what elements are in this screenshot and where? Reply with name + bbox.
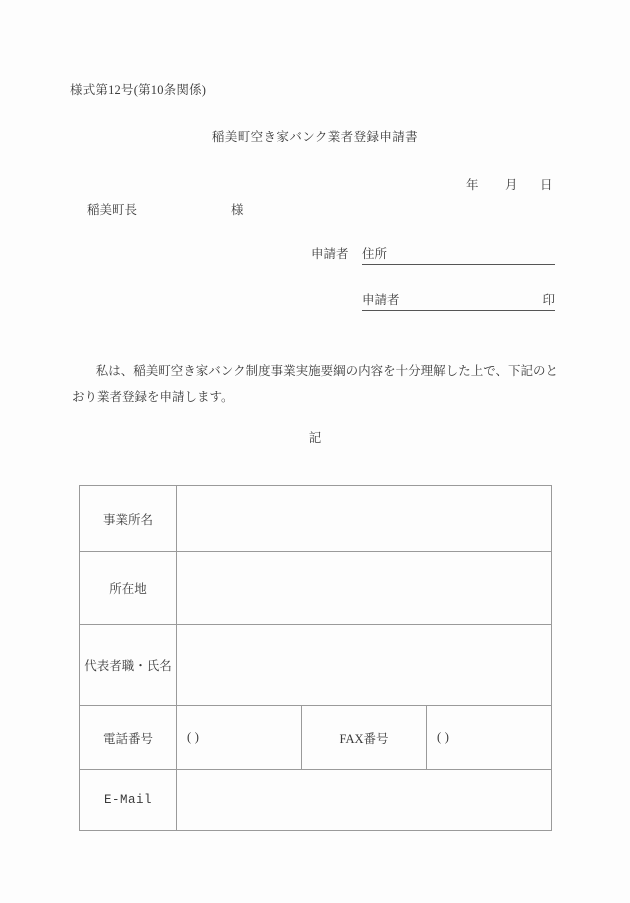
table-row <box>80 625 552 706</box>
row-value-business-name[interactable] <box>177 486 552 552</box>
row-label-email: E-Mail <box>80 770 177 831</box>
table-row <box>80 486 552 552</box>
date-year-label: 年 <box>466 178 479 192</box>
applicant-label: 申請者 <box>311 247 349 261</box>
applicant-address-label: 住所 <box>362 247 388 261</box>
row-value-email[interactable] <box>177 770 552 831</box>
row-label-address: 所在地 <box>80 552 177 625</box>
table-row-email <box>80 770 552 831</box>
row-label-fax: FAX番号 <box>302 706 427 770</box>
row-value-fax[interactable]: ( ) <box>427 706 552 770</box>
applicant-name-label: 申請者 <box>362 293 400 307</box>
applicant-seal-label: 印 <box>542 293 555 307</box>
row-value-address[interactable] <box>177 552 552 625</box>
table-row <box>80 552 552 625</box>
applicant-name-field[interactable] <box>362 290 555 311</box>
ki-mark: 記 <box>308 431 322 445</box>
row-label-business-name: 事業所名 <box>80 486 177 552</box>
addressee-honorific: 様 <box>231 203 244 217</box>
table-row-phone <box>80 706 552 770</box>
row-label-phone: 電話番号 <box>80 706 177 770</box>
row-value-phone[interactable]: ( ) <box>177 706 302 770</box>
body-paragraph: 私は、稲美町空き家バンク制度事業実施要綱の内容を十分理解した上で、下記のとおり業者登録を申請します。 <box>72 364 558 404</box>
addressee-name: 稲美町長 <box>87 203 138 217</box>
document-title: 稲美町空き家バンク業者登録申請書 <box>211 130 419 144</box>
form-number: 様式第12号(第10条関係) <box>70 83 207 97</box>
applicant-address-field[interactable] <box>362 244 555 265</box>
row-label-representative: 代表者職・氏名 <box>80 625 177 706</box>
date-day-label: 日 <box>540 178 553 192</box>
registration-table <box>79 485 552 831</box>
row-value-representative[interactable] <box>177 625 552 706</box>
date-month-label: 月 <box>505 178 518 192</box>
